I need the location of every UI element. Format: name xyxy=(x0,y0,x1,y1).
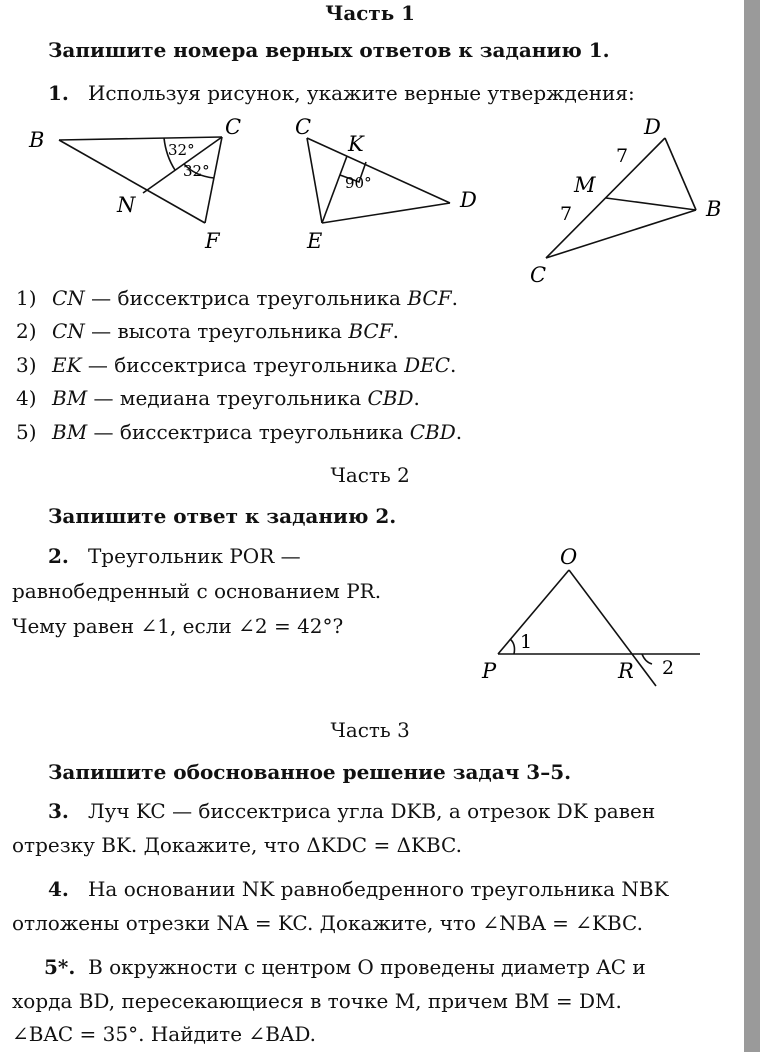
part2-instruction: Запишите ответ к заданию 2. xyxy=(48,504,397,528)
task1-text: Используя рисунок, укажите верные утверждения: xyxy=(87,81,635,105)
task4-line2: отложены отрезки NA = KC. Докажите, что ∠NBA = ∠KBC. xyxy=(12,911,643,935)
segment-label-dm: 7 xyxy=(616,145,629,167)
label-c2: C xyxy=(295,115,312,139)
segment-cf xyxy=(205,137,222,223)
angle-label-2: 2 xyxy=(662,657,675,679)
part3-heading: Часть 3 xyxy=(330,718,410,742)
figure-triangle-dec xyxy=(285,110,495,260)
label-e: E xyxy=(307,229,323,253)
label-c: C xyxy=(530,263,547,285)
task2-line1: 2. Треугольник POR — xyxy=(48,544,301,568)
segment-ed xyxy=(322,203,450,223)
segment-cd xyxy=(307,138,450,203)
segment-op xyxy=(498,570,569,654)
segment-label-mc: 7 xyxy=(560,203,573,225)
task1-number: 1. xyxy=(48,81,69,105)
option-5: 5) BM — биссектриса треугольника CBD. xyxy=(16,420,463,444)
page-edge-scrollbar xyxy=(744,0,760,1052)
label-k: K xyxy=(348,132,364,156)
angle-label-1: 1 xyxy=(520,631,533,653)
task2-line3: Чему равен ∠1, если ∠2 = 42°? xyxy=(12,614,344,638)
segment-mb xyxy=(606,198,696,210)
option-3: 3) EK — биссектриса треугольника DEC. xyxy=(16,353,457,377)
label-r: R xyxy=(618,659,634,683)
task3-line2: отрезку BK. Докажите, что ΔKDC = ΔKBC. xyxy=(12,833,462,857)
label-b: B xyxy=(29,128,45,152)
angle-label-1: 32° xyxy=(168,141,195,159)
segment-bc xyxy=(59,137,222,140)
task3-line1: 3. Луч KC — биссектриса угла DKB, а отрезок DK равен xyxy=(48,799,656,823)
option-4: 4) BM — медиана треугольника CBD. xyxy=(16,386,420,410)
task5-line2: хорда BD, пересекающиеся в точке M, причем BM = DM. xyxy=(12,989,622,1013)
figure-triangle-bcf xyxy=(25,110,255,255)
angle-arc-1 xyxy=(510,639,515,654)
label-n: N xyxy=(117,193,136,217)
task5-line1: 5*. В окружности с центром O проведены диаметр AC и xyxy=(44,955,646,979)
task4-line1: 4. На основании NK равнобедренного треугольника NBK xyxy=(48,877,669,901)
segment-ce xyxy=(307,138,322,223)
label-p: P xyxy=(482,659,497,683)
segment-dc xyxy=(546,138,665,258)
label-o: O xyxy=(560,545,578,569)
angle-label-90: 90° xyxy=(345,174,372,192)
part1-heading: Часть 1 xyxy=(325,1,416,25)
part1-instruction: Запишите номера верных ответов к заданию 1. xyxy=(48,38,610,62)
label-f: F xyxy=(205,229,220,253)
angle-arc-2 xyxy=(642,654,652,664)
label-b: B xyxy=(706,197,722,221)
figure-triangle-cbd xyxy=(520,110,740,285)
angle-label-2: 32° xyxy=(183,162,210,180)
label-d: D xyxy=(644,115,661,139)
task5-line3: ∠BAC = 35°. Найдите ∠BAD. xyxy=(12,1022,317,1046)
task1-statement xyxy=(48,80,635,106)
segment-ek xyxy=(322,156,347,223)
segment-db xyxy=(665,138,696,210)
label-d: D xyxy=(460,188,477,212)
option-2: 2) CN — высота треугольника BCF. xyxy=(16,319,399,343)
figure-triangle-por xyxy=(470,540,710,690)
label-m: M xyxy=(574,173,596,197)
part3-instruction: Запишите обоснованное решение задач 3–5. xyxy=(48,760,572,784)
segment-or-extended xyxy=(569,570,656,686)
option-1: 1) CN — биссектриса треугольника BCF. xyxy=(16,286,458,310)
label-c: C xyxy=(225,115,242,139)
task2-line2: равнобедренный с основанием PR. xyxy=(12,579,382,603)
part2-heading: Часть 2 xyxy=(330,463,410,487)
